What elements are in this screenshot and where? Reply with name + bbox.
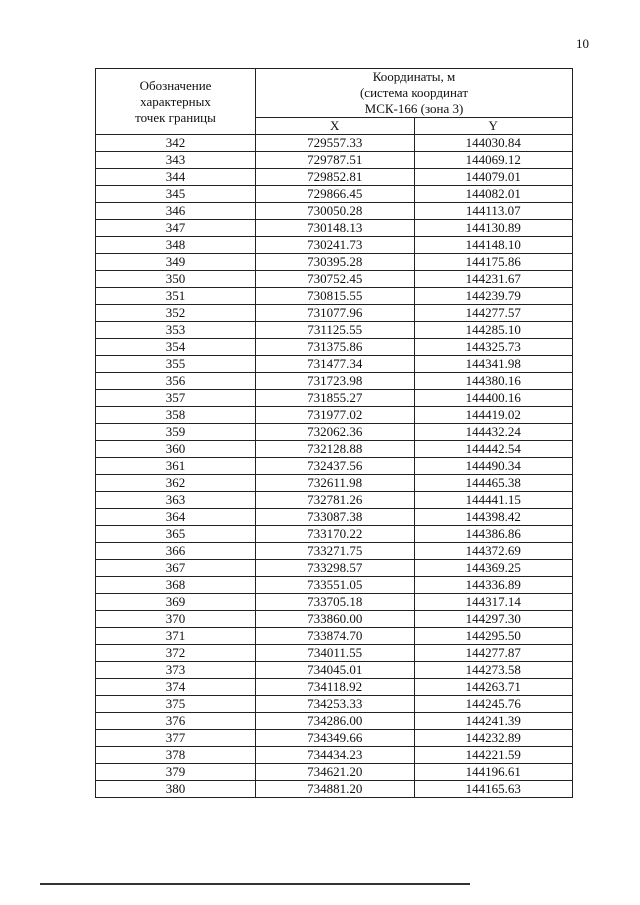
table-row bbox=[96, 730, 573, 747]
cell-point: 351 bbox=[96, 288, 256, 305]
cell-y: 144297.30 bbox=[414, 611, 573, 628]
cell-y: 144277.87 bbox=[414, 645, 573, 662]
cell-x: 729866.45 bbox=[256, 186, 415, 203]
cell-point: 374 bbox=[96, 679, 256, 696]
cell-y: 144165.63 bbox=[414, 781, 573, 798]
cell-point: 356 bbox=[96, 373, 256, 390]
header-coords-line-2: (система координат bbox=[359, 85, 469, 100]
cell-y: 144490.34 bbox=[414, 458, 573, 475]
cell-point: 379 bbox=[96, 764, 256, 781]
cell-x: 731077.96 bbox=[256, 305, 415, 322]
cell-x: 732437.56 bbox=[256, 458, 415, 475]
cell-y: 144113.07 bbox=[414, 203, 573, 220]
cell-point: 378 bbox=[96, 747, 256, 764]
table-row bbox=[96, 186, 573, 203]
cell-point: 358 bbox=[96, 407, 256, 424]
header-point-designation bbox=[96, 69, 256, 135]
cell-point: 371 bbox=[96, 628, 256, 645]
cell-y: 144148.10 bbox=[414, 237, 573, 254]
table-row bbox=[96, 543, 573, 560]
cell-y: 144419.02 bbox=[414, 407, 573, 424]
cell-x: 733298.57 bbox=[256, 560, 415, 577]
header-point-line-1: Обозначение bbox=[139, 77, 212, 93]
table-row bbox=[96, 424, 573, 441]
cell-x: 733874.70 bbox=[256, 628, 415, 645]
cell-point: 363 bbox=[96, 492, 256, 509]
cell-point: 368 bbox=[96, 577, 256, 594]
table-row bbox=[96, 492, 573, 509]
table-row bbox=[96, 135, 573, 152]
cell-point: 361 bbox=[96, 458, 256, 475]
cell-point: 350 bbox=[96, 271, 256, 288]
cell-point: 362 bbox=[96, 475, 256, 492]
cell-point: 373 bbox=[96, 662, 256, 679]
cell-y: 144442.54 bbox=[414, 441, 573, 458]
header-point-line-2: характерных bbox=[140, 93, 211, 109]
cell-y: 144432.24 bbox=[414, 424, 573, 441]
cell-x: 732128.88 bbox=[256, 441, 415, 458]
table-row bbox=[96, 611, 573, 628]
cell-point: 352 bbox=[96, 305, 256, 322]
cell-point: 353 bbox=[96, 322, 256, 339]
cell-x: 729852.81 bbox=[256, 169, 415, 186]
cell-x: 732062.36 bbox=[256, 424, 415, 441]
cell-point: 348 bbox=[96, 237, 256, 254]
table-row bbox=[96, 237, 573, 254]
cell-point: 380 bbox=[96, 781, 256, 798]
cell-point: 349 bbox=[96, 254, 256, 271]
cell-x: 731477.34 bbox=[256, 356, 415, 373]
cell-x: 734286.00 bbox=[256, 713, 415, 730]
cell-y: 144245.76 bbox=[414, 696, 573, 713]
cell-y: 144400.16 bbox=[414, 390, 573, 407]
table-row bbox=[96, 526, 573, 543]
cell-x: 729787.51 bbox=[256, 152, 415, 169]
table-row bbox=[96, 169, 573, 186]
header-x: X bbox=[256, 118, 415, 135]
cell-x: 731375.86 bbox=[256, 339, 415, 356]
cell-point: 344 bbox=[96, 169, 256, 186]
header-coords-line-1: Координаты, м bbox=[372, 69, 456, 84]
cell-y: 144277.57 bbox=[414, 305, 573, 322]
cell-y: 144273.58 bbox=[414, 662, 573, 679]
cell-point: 367 bbox=[96, 560, 256, 577]
cell-x: 731723.98 bbox=[256, 373, 415, 390]
cell-point: 366 bbox=[96, 543, 256, 560]
table-row bbox=[96, 509, 573, 526]
cell-y: 144336.89 bbox=[414, 577, 573, 594]
cell-x: 730050.28 bbox=[256, 203, 415, 220]
table-row bbox=[96, 220, 573, 237]
header-y: Y bbox=[414, 118, 573, 135]
cell-y: 144263.71 bbox=[414, 679, 573, 696]
table-row bbox=[96, 373, 573, 390]
cell-x: 733551.05 bbox=[256, 577, 415, 594]
cell-point: 357 bbox=[96, 390, 256, 407]
cell-y: 144232.89 bbox=[414, 730, 573, 747]
cell-point: 360 bbox=[96, 441, 256, 458]
table-row bbox=[96, 560, 573, 577]
cell-y: 144196.61 bbox=[414, 764, 573, 781]
header-coordinates bbox=[256, 69, 573, 118]
table-row bbox=[96, 662, 573, 679]
cell-point: 345 bbox=[96, 186, 256, 203]
table-row bbox=[96, 458, 573, 475]
cell-x: 734011.55 bbox=[256, 645, 415, 662]
header-row-top bbox=[96, 69, 573, 118]
cell-y: 144079.01 bbox=[414, 169, 573, 186]
cell-x: 733705.18 bbox=[256, 594, 415, 611]
cell-point: 342 bbox=[96, 135, 256, 152]
cell-x: 732781.26 bbox=[256, 492, 415, 509]
cell-point: 370 bbox=[96, 611, 256, 628]
table-row bbox=[96, 645, 573, 662]
table-row bbox=[96, 271, 573, 288]
cell-y: 144380.16 bbox=[414, 373, 573, 390]
table-row bbox=[96, 356, 573, 373]
cell-x: 734118.92 bbox=[256, 679, 415, 696]
table-row bbox=[96, 628, 573, 645]
cell-y: 144082.01 bbox=[414, 186, 573, 203]
table-row bbox=[96, 679, 573, 696]
cell-x: 730395.28 bbox=[256, 254, 415, 271]
cell-point: 343 bbox=[96, 152, 256, 169]
cell-y: 144231.67 bbox=[414, 271, 573, 288]
footer-rule bbox=[40, 883, 470, 885]
table-row bbox=[96, 152, 573, 169]
cell-point: 376 bbox=[96, 713, 256, 730]
cell-x: 733087.38 bbox=[256, 509, 415, 526]
header-point-line-3: точек границы bbox=[135, 109, 216, 125]
table-header bbox=[96, 69, 573, 135]
cell-y: 144130.89 bbox=[414, 220, 573, 237]
cell-x: 730752.45 bbox=[256, 271, 415, 288]
cell-x: 733860.00 bbox=[256, 611, 415, 628]
cell-y: 144325.73 bbox=[414, 339, 573, 356]
table-row bbox=[96, 322, 573, 339]
cell-y: 144372.69 bbox=[414, 543, 573, 560]
cell-x: 729557.33 bbox=[256, 135, 415, 152]
table-row bbox=[96, 696, 573, 713]
table-row bbox=[96, 781, 573, 798]
cell-x: 731977.02 bbox=[256, 407, 415, 424]
cell-x: 732611.98 bbox=[256, 475, 415, 492]
cell-point: 355 bbox=[96, 356, 256, 373]
cell-x: 730241.73 bbox=[256, 237, 415, 254]
cell-y: 144241.39 bbox=[414, 713, 573, 730]
cell-y: 144398.42 bbox=[414, 509, 573, 526]
cell-y: 144295.50 bbox=[414, 628, 573, 645]
table-row bbox=[96, 441, 573, 458]
cell-point: 375 bbox=[96, 696, 256, 713]
cell-point: 364 bbox=[96, 509, 256, 526]
table-row bbox=[96, 747, 573, 764]
table-row bbox=[96, 288, 573, 305]
cell-x: 731125.55 bbox=[256, 322, 415, 339]
table-row bbox=[96, 203, 573, 220]
cell-point: 369 bbox=[96, 594, 256, 611]
cell-x: 734434.23 bbox=[256, 747, 415, 764]
cell-x: 734253.33 bbox=[256, 696, 415, 713]
cell-y: 144341.98 bbox=[414, 356, 573, 373]
coordinates-table bbox=[95, 68, 573, 798]
cell-x: 734621.20 bbox=[256, 764, 415, 781]
table-row bbox=[96, 305, 573, 322]
cell-x: 733170.22 bbox=[256, 526, 415, 543]
cell-point: 346 bbox=[96, 203, 256, 220]
table-body bbox=[96, 135, 573, 798]
cell-x: 734881.20 bbox=[256, 781, 415, 798]
table-row bbox=[96, 407, 573, 424]
table-row bbox=[96, 764, 573, 781]
cell-y: 144239.79 bbox=[414, 288, 573, 305]
cell-y: 144285.10 bbox=[414, 322, 573, 339]
table-row bbox=[96, 713, 573, 730]
cell-point: 365 bbox=[96, 526, 256, 543]
cell-y: 144221.59 bbox=[414, 747, 573, 764]
cell-y: 144175.86 bbox=[414, 254, 573, 271]
cell-x: 734349.66 bbox=[256, 730, 415, 747]
cell-point: 347 bbox=[96, 220, 256, 237]
cell-x: 733271.75 bbox=[256, 543, 415, 560]
cell-y: 144369.25 bbox=[414, 560, 573, 577]
cell-point: 359 bbox=[96, 424, 256, 441]
cell-y: 144465.38 bbox=[414, 475, 573, 492]
cell-y: 144030.84 bbox=[414, 135, 573, 152]
cell-x: 731855.27 bbox=[256, 390, 415, 407]
cell-y: 144386.86 bbox=[414, 526, 573, 543]
cell-point: 372 bbox=[96, 645, 256, 662]
cell-y: 144069.12 bbox=[414, 152, 573, 169]
page-number: 10 bbox=[576, 36, 589, 51]
table-row bbox=[96, 594, 573, 611]
cell-x: 730148.13 bbox=[256, 220, 415, 237]
table-row bbox=[96, 390, 573, 407]
cell-x: 730815.55 bbox=[256, 288, 415, 305]
cell-y: 144317.14 bbox=[414, 594, 573, 611]
cell-x: 734045.01 bbox=[256, 662, 415, 679]
table-row bbox=[96, 577, 573, 594]
cell-y: 144441.15 bbox=[414, 492, 573, 509]
table-row bbox=[96, 339, 573, 356]
header-coords-line-3: МСК-166 (зона 3) bbox=[364, 101, 464, 116]
cell-point: 354 bbox=[96, 339, 256, 356]
cell-point: 377 bbox=[96, 730, 256, 747]
table-row bbox=[96, 254, 573, 271]
table-row bbox=[96, 475, 573, 492]
